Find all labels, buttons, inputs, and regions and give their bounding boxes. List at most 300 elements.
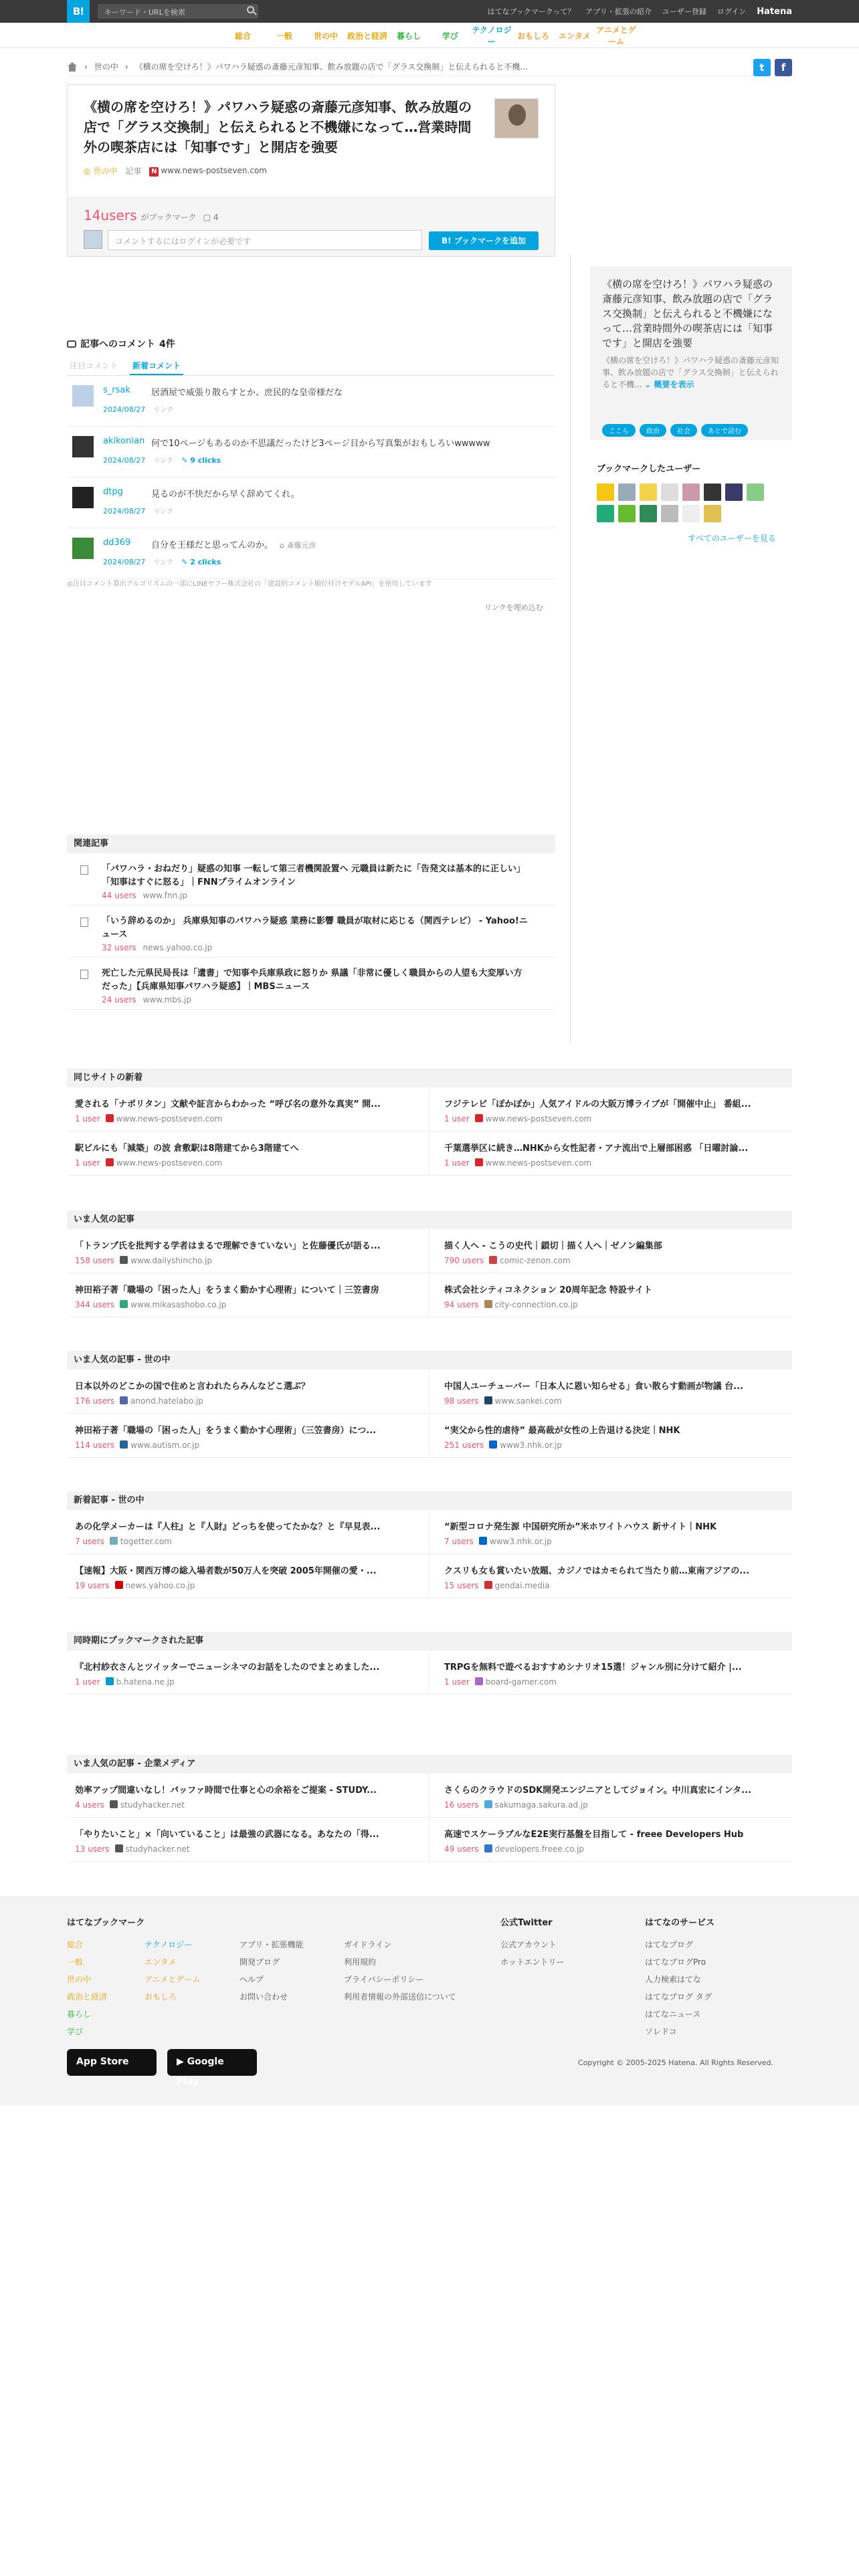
article-title[interactable]: 「トランプ氏を批判する学者はまるで理解できていない」と佐藤優氏が語る... — [75, 1241, 381, 1251]
article-users[interactable]: 1 user — [444, 1114, 470, 1123]
copyright: Copyright © 2005-2025 Hatena. All Rights Reserved. — [578, 2058, 774, 2067]
article-meta — [75, 1300, 226, 1309]
comment-item — [67, 376, 555, 427]
nav-item[interactable]: 暮らし — [396, 31, 421, 41]
article-meta — [75, 1800, 185, 1810]
article-item — [430, 1510, 792, 1554]
show-summary-link[interactable]: ⌄ 概要を表示 — [644, 380, 694, 389]
nav-item[interactable]: アニメとゲーム — [596, 25, 636, 46]
comment-tabs — [67, 360, 555, 376]
related-item — [67, 853, 555, 905]
document-icon — [80, 918, 88, 927]
article-title[interactable]: 高速でスケーラブルなE2E実行基盤を目指して - freee Developers Hub — [444, 1830, 744, 1840]
related-heading: 関連記事 — [67, 835, 555, 853]
article-meta — [444, 1440, 562, 1450]
article-item — [430, 1818, 792, 1862]
permalink[interactable]: リンク — [153, 508, 174, 516]
comment-date — [103, 556, 221, 566]
user-avatar[interactable] — [72, 487, 94, 508]
footer-link[interactable]: 一般 — [67, 1957, 84, 1967]
site-favicon — [120, 1300, 128, 1308]
category-nav — [0, 23, 859, 48]
article-users[interactable]: 251 users — [444, 1440, 484, 1450]
apps-link[interactable]: アプリ・拡張の紹介 — [585, 7, 652, 16]
site-favicon — [120, 1256, 128, 1264]
related-site[interactable]: www.mbs.jp — [142, 995, 191, 1004]
all-users-link[interactable]: すべてのユーザーを見る — [688, 534, 776, 543]
comment-text: 自分を王様だと思ってんのか。 ⌂ 斎藤元彦 — [151, 540, 316, 550]
user-avatar[interactable] — [72, 538, 94, 559]
search-icon[interactable] — [247, 6, 254, 13]
article-title[interactable]: 日本以外のどこかの国で住めと言われたらみんなどこ選ぶ？ — [75, 1382, 310, 1392]
comment-date — [103, 506, 173, 516]
article-meta — [75, 1158, 222, 1168]
entry-type: 記事 — [125, 167, 142, 176]
site-favicon — [115, 1581, 123, 1589]
article-title[interactable]: 「やりたいこと」×「向いていること」は最強の武器になる。あなたの「得... — [75, 1830, 379, 1840]
bk-users-heading: ブックマークしたユーザー — [597, 464, 701, 474]
article-users[interactable]: 98 users — [444, 1396, 479, 1406]
top-links — [487, 0, 792, 23]
related-site[interactable]: www.fnn.jp — [142, 891, 187, 900]
article-section — [67, 1491, 792, 1598]
article-section — [67, 1069, 792, 1176]
article-site[interactable]: www3.nhk.or.jp — [500, 1440, 562, 1450]
related-meta — [102, 943, 212, 952]
article-meta — [75, 1440, 199, 1450]
sidebar-desc: 《横の席を空けろ！》パワハラ疑惑の斎藤元彦知事、飲み放題の店で「グラス交換制」と伝えられると不機... ⌄ 概要を表示 — [602, 356, 779, 389]
article-site[interactable]: www.sankei.com — [494, 1396, 562, 1406]
article-title[interactable]: “実父から性的虐待” 最高裁が女性の上告退ける決定｜NHK — [444, 1426, 680, 1436]
user-avatar[interactable] — [618, 505, 636, 522]
article-site[interactable]: studyhacker.net — [125, 1844, 190, 1854]
article-title[interactable]: 神田裕子著「職場の「困った人」をうまく動かす心理術」（三笠書房）につ... — [75, 1426, 377, 1436]
article-item — [67, 1370, 430, 1414]
footer-link[interactable]: アニメとゲーム — [145, 1975, 201, 1984]
tag[interactable]: ここら — [602, 424, 636, 437]
site-favicon — [479, 1537, 487, 1545]
user-avatar[interactable] — [747, 484, 764, 501]
article-title[interactable]: 『北村紗衣さんとツイッターでニューシネマのお話をしたのでまとめました... — [75, 1662, 380, 1673]
google-play-badge[interactable]: ▶ Google Play — [167, 2049, 257, 2076]
article-title[interactable]: あの化学メーカーは『人柱』と『人財』どっちを使ってたかな？と『早見表... — [75, 1522, 381, 1532]
comments-section — [67, 337, 555, 579]
article-users[interactable]: 344 users — [75, 1300, 115, 1309]
app-store-badge[interactable]: App Store — [67, 2049, 157, 2076]
user-avatar[interactable] — [725, 484, 743, 501]
footer-link[interactable]: はてなニュース — [645, 2010, 701, 2019]
footer-link[interactable]: プライバシーポリシー — [344, 1975, 424, 1984]
article-item — [67, 1650, 430, 1695]
footer-services: はてなのサービス はてなブログ はてなブログPro 人力検索はてな はてなブログ タグ はてなニュース ソレドコ — [645, 1915, 714, 2040]
hatena-brand-link[interactable]: Hatena — [757, 6, 792, 17]
comment-user[interactable]: dtpg — [103, 487, 123, 497]
article-site[interactable]: studyhacker.net — [120, 1800, 185, 1810]
article-users[interactable]: 1 user — [75, 1158, 100, 1168]
comment-date-link[interactable]: 2024/08/27 — [103, 558, 146, 566]
footer-heading: はてなブックマーク — [67, 1918, 145, 1928]
site-favicon: N — [149, 167, 159, 177]
article-site[interactable]: www.news-postseven.com — [116, 1114, 223, 1123]
add-bookmark-button[interactable]: B! ブックマークを追加 — [429, 231, 539, 250]
bookmark-area — [68, 197, 555, 256]
article-site[interactable]: city-connection.co.jp — [494, 1300, 578, 1309]
article-item — [430, 1132, 792, 1176]
article-site[interactable]: news.yahoo.co.jp — [125, 1581, 195, 1590]
footer-link[interactable]: テクノロジー — [145, 1940, 193, 1949]
related-title[interactable]: 「いう辞めるのか」 兵庫県知事のパワハラ疑惑 業務に影響 職員が取材に応じる（関西テレビ） - Yahoo!ニュース — [102, 916, 528, 940]
article-users[interactable]: 19 users — [75, 1581, 110, 1590]
user-avatar[interactable] — [704, 484, 721, 501]
related-item — [67, 905, 555, 958]
article-section — [67, 1632, 792, 1695]
site-favicon — [484, 1396, 492, 1404]
article-item — [430, 1774, 792, 1818]
site-favicon — [475, 1677, 483, 1685]
footer-link[interactable]: ガイドライン — [344, 1940, 392, 1949]
article-meta — [444, 1114, 591, 1123]
my-avatar — [84, 230, 102, 249]
entry-category[interactable]: ◎ 世の中 — [84, 167, 118, 176]
article-title[interactable]: 描く人へ - こうの史代｜鎖切｜描く人へ｜ゼノン編集部 — [444, 1241, 662, 1251]
nav-item[interactable]: エンタメ — [559, 31, 591, 41]
article-item — [67, 1229, 430, 1273]
article-item — [67, 1510, 430, 1554]
article-site[interactable]: www.autism.or.jp — [130, 1440, 200, 1450]
login-link[interactable]: ログイン — [717, 7, 747, 16]
nav-item[interactable]: おもしろ — [516, 31, 549, 41]
twitter-share-icon[interactable]: t — [753, 59, 771, 76]
footer-link[interactable]: エンタメ — [145, 1957, 177, 1967]
site-favicon — [120, 1396, 128, 1404]
about-link[interactable]: はてなブックマークって？ — [487, 7, 575, 16]
breadcrumb-sep: › — [124, 62, 128, 72]
article-item — [67, 1087, 430, 1132]
register-link[interactable]: ユーザー登録 — [662, 7, 706, 16]
footer-link[interactable]: ホットエントリー — [500, 1957, 565, 1967]
nav-item[interactable]: 総合 — [234, 31, 251, 41]
footer-link[interactable]: はてなブログ — [645, 1940, 694, 1949]
article-meta — [75, 1581, 195, 1590]
comment-date — [103, 404, 173, 414]
user-avatar[interactable] — [704, 505, 721, 522]
site-favicon — [106, 1158, 114, 1166]
comment-bubble-icon — [67, 340, 76, 348]
entry-site-link[interactable]: N www.news-postseven.com — [149, 166, 267, 177]
article-title[interactable]: 株式会社シティコネクション 20周年記念 特設サイト — [444, 1285, 652, 1295]
footer-twitter: 公式Twitter 公式アカウント ホットエントリー — [500, 1915, 565, 1971]
comment-item — [67, 528, 555, 579]
footer-link[interactable]: はてなブログPro — [645, 1957, 706, 1967]
comment-input[interactable]: コメントするにはログインが必要です — [108, 230, 422, 250]
nav-item[interactable]: 一般 — [276, 31, 292, 41]
article-users[interactable]: 16 users — [444, 1800, 479, 1810]
footer-link[interactable]: 利用者情報の外部送信について — [344, 1992, 456, 2002]
article-users[interactable]: 158 users — [75, 1256, 115, 1265]
footer-link[interactable]: 学び — [67, 2027, 84, 2036]
comment-date-link[interactable]: 2024/08/27 — [103, 456, 146, 465]
tab-new[interactable]: 新着コメント — [130, 360, 183, 375]
article-site[interactable]: board-gamer.com — [485, 1677, 557, 1687]
star-clicks[interactable]: ✎ 9 clicks — [181, 456, 221, 465]
article-section — [67, 1351, 792, 1458]
article-item — [430, 1554, 792, 1598]
related-users[interactable]: 24 users — [102, 995, 136, 1004]
article-users[interactable]: 1 user — [444, 1158, 470, 1168]
article-site[interactable]: www3.nhk.or.jp — [489, 1537, 552, 1546]
comment-date-link[interactable]: 2024/08/27 — [103, 405, 146, 414]
embed-link[interactable]: リンクを埋め込む — [484, 603, 543, 612]
article-item — [430, 1229, 792, 1273]
tag[interactable]: 社会 — [670, 424, 697, 437]
user-avatar[interactable] — [682, 484, 700, 501]
users-count-link[interactable]: 14users — [84, 207, 137, 223]
bookmarked-users — [597, 461, 792, 522]
article-users[interactable]: 4 users — [75, 1800, 104, 1810]
related-title[interactable]: 死亡した元県民局長は「遺書」で知事や兵庫県政に怒りか 県議「非常に優しく職員からの人望も大変厚い方だった」【兵庫県知事パワハラ疑惑】｜MBSニュース — [102, 968, 522, 992]
article-users[interactable]: 114 users — [75, 1440, 115, 1450]
article-meta — [75, 1256, 212, 1265]
article-site[interactable]: anond.hatelabo.jp — [130, 1396, 203, 1406]
article-item — [67, 1132, 430, 1176]
section-heading: 新着記事 - 世の中 — [67, 1491, 792, 1510]
comment-text: 見るのが不快だから早く辞めてくれ。 — [151, 490, 300, 500]
user-avatar[interactable] — [72, 385, 94, 407]
article-users[interactable]: 49 users — [444, 1844, 479, 1854]
article-site[interactable]: b.hatena.ne.jp — [116, 1677, 175, 1687]
article-meta — [444, 1844, 584, 1854]
article-title[interactable]: TRPGを無料で遊べるおすすめシナリオ15選！ジャンル別に分けて紹介 |... — [444, 1662, 742, 1673]
site-favicon — [106, 1677, 114, 1685]
footer-link[interactable]: アプリ・拡張機能 — [240, 1940, 304, 1949]
article-site[interactable]: www.news-postseven.com — [485, 1114, 592, 1123]
entry-thumbnail[interactable] — [494, 98, 539, 138]
article-item — [67, 1818, 430, 1862]
permalink[interactable]: リンク — [153, 407, 174, 414]
article-meta — [75, 1537, 172, 1546]
footer-link[interactable]: 開発ブログ — [240, 1957, 280, 1967]
sidebar-summary — [590, 266, 792, 440]
footer-link[interactable]: おもしろ — [145, 1992, 177, 2002]
comment-user[interactable]: akikonian — [103, 436, 145, 446]
related-site[interactable]: news.yahoo.co.jp — [142, 943, 213, 952]
tab-popular[interactable]: 注目コメント — [70, 361, 118, 370]
footer-link[interactable]: 利用規約 — [344, 1957, 377, 1967]
article-users[interactable]: 13 users — [75, 1844, 110, 1854]
site-favicon — [484, 1581, 492, 1589]
site-favicon — [110, 1800, 118, 1808]
article-item — [430, 1370, 792, 1414]
nav-item[interactable]: 学び — [442, 31, 458, 41]
related-users[interactable]: 44 users — [102, 891, 136, 900]
social-share — [753, 59, 792, 76]
article-title[interactable]: 神田裕子著「職場の「困った人」をうまく動かす心理術」について｜三笠書房 — [75, 1285, 379, 1295]
article-title[interactable]: 駅ビルにも「減築」の波 倉敷駅は8階建てから3階建てへ — [75, 1144, 299, 1154]
article-title[interactable]: さくらのクラウドのSDK開発エンジニアとしてジョイン。中川真宏にインタ... — [444, 1786, 751, 1796]
footer-link[interactable]: 公式アカウント — [500, 1940, 557, 1949]
article-users[interactable]: 15 users — [444, 1581, 479, 1590]
related-users[interactable]: 32 users — [102, 943, 136, 952]
comment-item — [67, 477, 555, 528]
article-users[interactable]: 7 users — [75, 1537, 104, 1546]
comment-count[interactable]: ▢ 4 — [203, 213, 219, 222]
article-item — [430, 1650, 792, 1695]
article-item — [67, 1774, 430, 1818]
section-heading: 同じサイトの新着 — [67, 1069, 792, 1087]
article-title[interactable]: 効率アップ間違いなし！パッファ時間で仕事と心の余裕をご提案 - STUDY... — [75, 1786, 377, 1796]
user-avatar[interactable] — [618, 484, 636, 501]
sidebar-title: 《横の席を空けろ！》パワハラ疑惑の斎藤元彦知事、飲み放題の店で「グラス交換制」と伝えられると不機嫌になって…営業時間外の喫茶店には「知事です」と開店を強要 — [602, 278, 773, 349]
article-item — [67, 1554, 430, 1598]
comment-user[interactable]: s_rsak — [103, 385, 130, 395]
article-site[interactable]: comic-zenon.com — [500, 1256, 571, 1265]
article-site[interactable]: developers.freee.co.jp — [494, 1844, 585, 1854]
comment-date-link[interactable]: 2024/08/27 — [103, 507, 146, 516]
related-meta — [102, 891, 187, 900]
footer-link[interactable]: 人力検索はてな — [645, 1975, 702, 1984]
comment-item — [67, 427, 555, 477]
breadcrumb — [67, 58, 792, 76]
article-item — [67, 1273, 430, 1317]
home-icon[interactable] — [67, 62, 78, 72]
article-title[interactable]: “新型コロナ発生源 中国研究所か”米ホワイトハウス 新サイト｜NHK — [444, 1522, 717, 1532]
article-site[interactable]: gendai.media — [494, 1581, 550, 1590]
article-section — [67, 1755, 792, 1862]
site-favicon — [484, 1800, 492, 1808]
article-title[interactable]: 【速報】大阪・関西万博の総入場者数が50万人を突破 2005年開催の愛・... — [75, 1566, 377, 1576]
nav-item[interactable]: 世の中 — [313, 31, 338, 41]
search-placeholder: キーワード・URLを検索 — [104, 8, 185, 17]
user-avatar[interactable] — [597, 505, 614, 522]
star-clicks[interactable]: ✎ 2 clicks — [181, 558, 221, 566]
article-meta — [444, 1158, 591, 1168]
related-title[interactable]: 「パワハラ・おねだり」疑惑の知事 一転して第三者機関設置へ 元職員は新たに「告発文は基本的に正しい」「知事はすぐに怒る」｜FNNプライムオンライン — [102, 864, 526, 887]
nav-item[interactable]: テクノロジー — [472, 25, 512, 46]
site-favicon — [475, 1158, 483, 1166]
footer-link[interactable]: ソレドコ — [645, 2027, 677, 2036]
user-avatar[interactable] — [661, 505, 678, 522]
breadcrumb-sep: › — [84, 62, 88, 72]
site-favicon — [120, 1440, 128, 1448]
permalink[interactable]: リンク — [153, 457, 174, 465]
article-site[interactable]: togetter.com — [120, 1537, 172, 1546]
search-input[interactable] — [98, 4, 258, 19]
nav-item[interactable]: 政治と経済 — [347, 31, 387, 41]
site-favicon — [489, 1440, 497, 1448]
entry-card — [67, 84, 555, 257]
document-icon — [80, 970, 88, 979]
related-item — [67, 958, 555, 1010]
tag[interactable]: あとで読む — [701, 424, 748, 437]
tag[interactable]: 政治 — [640, 424, 666, 437]
tag-list — [602, 424, 748, 437]
article-users[interactable]: 176 users — [75, 1396, 115, 1406]
user-avatar[interactable] — [682, 505, 700, 522]
footer-link[interactable]: 世の中 — [67, 1975, 92, 1984]
hatena-bookmark-logo[interactable]: B! — [67, 0, 90, 23]
section-heading: いま人気の記事 — [67, 1210, 792, 1229]
article-site[interactable]: www.dailyshincho.jp — [130, 1256, 212, 1265]
footer-link[interactable]: 政治と経済 — [67, 1992, 108, 2002]
permalink[interactable]: リンク — [153, 559, 174, 566]
user-avatar[interactable] — [661, 484, 678, 501]
facebook-share-icon[interactable]: f — [775, 59, 792, 76]
footer-link[interactable]: お問い合わせ — [240, 1992, 288, 2002]
bookmark-users: 14users がブックマーク ▢ 4 — [84, 207, 219, 223]
footer-link[interactable]: ヘルプ — [240, 1975, 264, 1984]
section-heading: 同時期にブックマークされた記事 — [67, 1632, 792, 1650]
site-favicon — [484, 1300, 492, 1308]
article-meta — [75, 1677, 175, 1687]
article-section — [67, 1210, 792, 1317]
article-site[interactable]: www.mikasashobo.co.jp — [130, 1300, 227, 1309]
comment-user[interactable]: dd369 — [103, 538, 131, 548]
article-title[interactable]: クスリも女も賞いたい放題、カジノではカモられて当たり前…東南アジアの... — [444, 1566, 750, 1576]
comment-tag[interactable]: ⌂ 斎藤元彦 — [280, 541, 316, 550]
article-meta — [444, 1396, 562, 1406]
article-meta — [444, 1677, 557, 1687]
article-users[interactable]: 1 user — [444, 1677, 470, 1687]
article-item — [430, 1087, 792, 1132]
footer-link[interactable]: はてなブログ タグ — [645, 1992, 712, 2002]
comment-date — [103, 455, 221, 465]
article-title[interactable]: 千葉選挙区に続き…NHKから女性記者・アナ流出で上層部困惑 「日曜討論... — [444, 1144, 749, 1154]
user-avatar[interactable] — [597, 484, 614, 501]
comment-text: 居酒屋で威張り散らすとか、庶民的な皇帝様だな — [151, 388, 343, 398]
article-users[interactable]: 7 users — [444, 1537, 474, 1546]
article-title[interactable]: フジテレビ「ぽかぽか」人気アイドルの大阪万博ライブが「開催中止」 番組... — [444, 1099, 751, 1109]
article-item — [430, 1414, 792, 1458]
column-divider — [570, 254, 571, 1043]
article-meta — [75, 1396, 203, 1406]
user-avatar[interactable] — [640, 505, 657, 522]
article-users[interactable]: 1 user — [75, 1114, 100, 1123]
section-heading: いま人気の記事 - 世の中 — [67, 1351, 792, 1370]
top-bar — [0, 0, 859, 23]
entry-title[interactable]: 《横の席を空けろ！》パワハラ疑惑の斎藤元彦知事、飲み放題の店で「グラス交換制」と伝えられると不機嫌になって…営業時間外の喫茶店には「知事です」と開店を強要 — [84, 99, 472, 155]
footer-link[interactable]: 総合 — [67, 1940, 84, 1949]
article-site[interactable]: sakumaga.sakura.ad.jp — [494, 1800, 588, 1810]
article-users[interactable]: 790 users — [444, 1256, 484, 1265]
site-favicon — [110, 1537, 118, 1545]
breadcrumb-title: 《横の席を空けろ！》パワハラ疑惑の斎藤元彦知事、飲み放題の店で「グラス交換制」と伝えられると不機... — [134, 62, 528, 72]
article-meta — [444, 1537, 552, 1546]
site-favicon — [484, 1844, 492, 1852]
article-title[interactable]: 愛される「ナポリタン」文献や証言からわかった “呼び名の意外な真実” 開... — [75, 1099, 381, 1109]
article-site[interactable]: www.news-postseven.com — [116, 1158, 223, 1168]
comment-text: 何で10ページもあるのか不思議だったけど3ページ目から写真集がおもしろいwwwww — [151, 439, 490, 449]
article-site[interactable]: www.news-postseven.com — [485, 1158, 592, 1168]
article-users[interactable]: 1 user — [75, 1677, 100, 1687]
site-favicon — [115, 1844, 123, 1852]
user-avatar[interactable] — [72, 436, 94, 457]
section-heading: いま人気の記事 - 企業メディア — [67, 1755, 792, 1774]
article-meta — [444, 1581, 550, 1590]
article-item — [430, 1273, 792, 1317]
site-favicon — [106, 1114, 114, 1122]
user-avatar[interactable] — [640, 484, 657, 501]
footer-link[interactable]: 暮らし — [67, 2010, 92, 2019]
document-icon — [80, 865, 88, 875]
site-favicon — [489, 1256, 497, 1264]
related-meta — [102, 995, 191, 1004]
article-meta — [75, 1844, 190, 1854]
article-title[interactable]: 中国人ユーチューバー「日本人に恩い知らせる」食い散らす動画が物議 台... — [444, 1382, 743, 1392]
article-users[interactable]: 94 users — [444, 1300, 479, 1309]
breadcrumb-category[interactable]: 世の中 — [94, 62, 118, 72]
entry-meta — [84, 165, 267, 177]
comments-heading: 記事へのコメント 4件 — [67, 337, 555, 350]
